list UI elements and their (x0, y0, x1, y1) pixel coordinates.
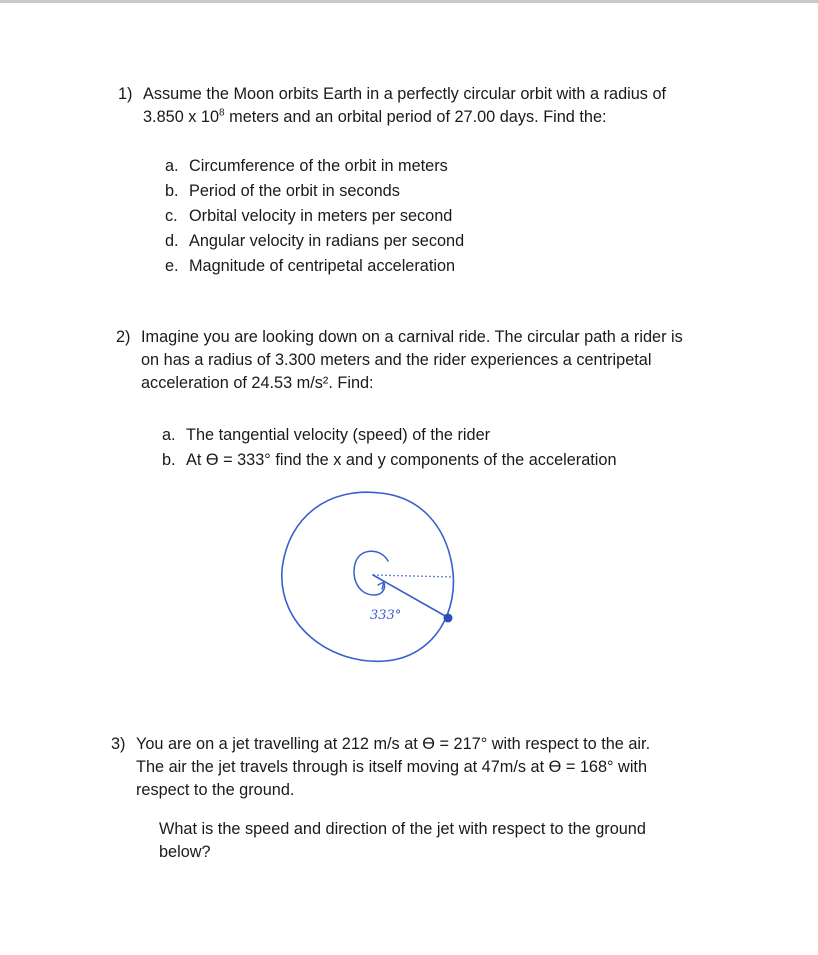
question-line-rest: meters and an orbital period of 27.00 days. Find the: (224, 108, 607, 126)
item-text: Circumference of the orbit in meters (189, 157, 448, 175)
list-item (165, 254, 464, 279)
question-line: The air the jet travels through is itself moving at 47m/s at ϴ = 168° with (136, 758, 648, 776)
item-label: b. (162, 451, 176, 469)
list-item (162, 423, 617, 448)
angle-label: 333° (370, 608, 402, 623)
question-number: 2) (116, 328, 131, 346)
angle-arc (354, 551, 388, 595)
question-line: on has a radius of 3.300 meters and the rider experiences a centripetal (141, 351, 652, 369)
question-line: respect to the ground. (136, 781, 295, 799)
question-number: 3) (111, 735, 126, 753)
item-label: b. (165, 182, 179, 200)
question-text (141, 326, 683, 395)
question-line (143, 106, 666, 129)
item-text: Magnitude of centripetal acceleration (189, 257, 456, 275)
question-number: 1) (118, 85, 133, 103)
item-label: a. (165, 157, 179, 175)
question-text (136, 733, 650, 802)
rider-dot (444, 614, 453, 623)
question-1 (118, 83, 738, 131)
followup-line: What is the speed and direction of the jet with respect to the ground (159, 820, 646, 838)
list-item (165, 204, 464, 229)
item-text: Angular velocity in radians per second (189, 232, 465, 250)
circular-path-diagram (270, 485, 470, 670)
list-item (165, 229, 464, 254)
item-label: a. (162, 426, 176, 444)
item-label: e. (165, 257, 179, 275)
question-line: acceleration of 24.53 m/s². Find: (141, 374, 374, 392)
question-line: You are on a jet travelling at 212 m/s at ϴ = 217° with respect to the air. (136, 735, 651, 753)
item-text: Orbital velocity in meters per second (189, 207, 453, 225)
exponent: 8 (219, 107, 225, 119)
question-2 (116, 326, 756, 398)
question-3-followup (159, 818, 646, 864)
item-text: The tangential velocity (speed) of the rider (186, 426, 491, 444)
arrowhead (378, 582, 384, 589)
question-3 (111, 733, 751, 805)
item-text: At ϴ = 333° find the x and y components of the acceleration (186, 451, 617, 469)
circular-path (282, 492, 454, 661)
item-label: d. (165, 232, 179, 250)
list-item (165, 179, 464, 204)
question-1-parts (165, 154, 464, 279)
list-item (165, 154, 464, 179)
question-2-parts (162, 423, 617, 473)
item-text: Period of the orbit in seconds (189, 182, 400, 200)
reference-line (373, 575, 453, 577)
question-line: Imagine you are looking down on a carnival ride. The circular path a rider is (141, 328, 683, 346)
radius-value: 3.850 x 10 (143, 108, 220, 126)
question-line: Assume the Moon orbits Earth in a perfectly circular orbit with a radius of (143, 85, 667, 103)
item-label: c. (165, 207, 178, 225)
question-text (143, 83, 666, 129)
followup-line: below? (159, 843, 211, 861)
list-item (162, 448, 617, 473)
